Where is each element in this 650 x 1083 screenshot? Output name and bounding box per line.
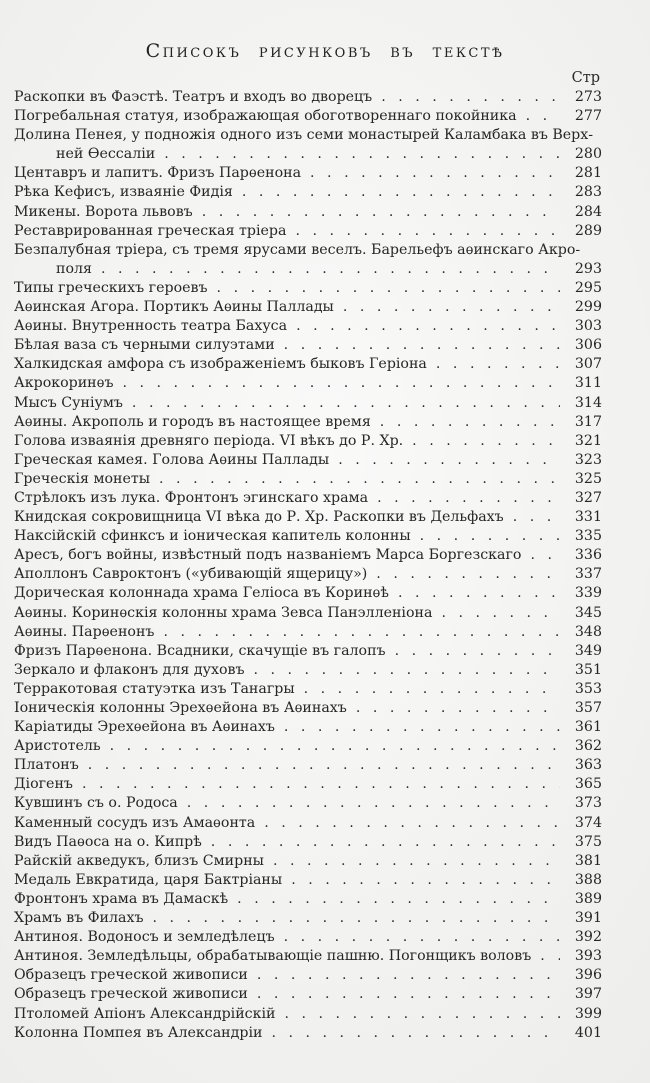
dot-leader — [284, 929, 560, 948]
dot-leader — [513, 509, 560, 528]
dot-leader — [110, 738, 560, 757]
toc-entry-text: Рѣка Кефисъ, изваяніе Фидія — [14, 184, 233, 201]
toc-entry-line — [14, 585, 602, 604]
toc-entry-wrap-line: Безпалубная тріера, съ тремя ярусами веселъ. Барельефъ аѳинскаго Акро- — [14, 241, 581, 258]
toc-entry-page-number: 337 — [574, 566, 602, 583]
dot-leader — [237, 891, 560, 910]
toc-entry — [14, 643, 602, 662]
toc-entry-line — [14, 89, 602, 108]
dot-leader — [88, 757, 560, 776]
toc-entry-text: Медаль Евкратида, царя Бактріаны — [14, 871, 283, 888]
toc-entry-text: Дорическая колоннада храма Геліоса въ Коринѳѣ — [14, 585, 389, 602]
toc-entry-line — [14, 910, 602, 929]
toc-entry-page-number: 339 — [574, 585, 602, 602]
toc-entry-text: Книдская сокровищница VI вѣка до Р. Хр. Раскопки въ Дельфахъ — [14, 509, 504, 526]
toc-entry-line — [14, 184, 602, 203]
toc-entry-wrap-container — [14, 242, 602, 261]
dot-leader — [441, 605, 560, 624]
toc-entry-text: Птоломей Апіонъ Александрійскій — [14, 1005, 276, 1022]
toc-entry — [14, 471, 602, 490]
toc-entry-text: поля — [56, 260, 92, 277]
toc-entry-text: Греческая камея. Голова Аѳины Паллады — [14, 451, 330, 468]
toc-entry — [14, 853, 602, 872]
toc-entry — [14, 547, 602, 566]
dot-leader — [376, 566, 560, 585]
toc-entry — [14, 757, 602, 776]
toc-entry-text: Микены. Ворота львовъ — [14, 203, 193, 220]
toc-entry-line — [14, 280, 602, 299]
toc-entry-text: Типы греческихъ героевъ — [14, 279, 208, 296]
toc-entry-line — [14, 719, 602, 738]
toc-entry — [14, 108, 602, 127]
toc-entry — [14, 356, 602, 375]
toc-entry-line — [14, 929, 602, 948]
toc-entry — [14, 929, 602, 948]
toc-entry-page-number: 280 — [574, 146, 602, 163]
toc-entry-line — [14, 452, 602, 471]
toc-entry-page-number: 362 — [574, 738, 602, 755]
dot-leader — [187, 795, 560, 814]
toc-entry — [14, 624, 602, 643]
toc-entry-page-number: 317 — [574, 413, 602, 430]
toc-entry — [14, 414, 602, 433]
toc-entry — [14, 242, 602, 280]
toc-entry-text: Аѳины. Коринѳскія колонны храма Зевса Панэлленіона — [14, 604, 433, 621]
toc-entry — [14, 891, 602, 910]
dot-leader — [526, 108, 560, 127]
dot-leader — [163, 624, 560, 643]
toc-entry-text: Реставрированная греческая тріера — [14, 222, 287, 239]
dot-leader — [380, 414, 560, 433]
toc-entry — [14, 89, 602, 108]
toc-entry-page-number: 281 — [574, 165, 602, 182]
toc-entry-page-number: 327 — [574, 489, 602, 506]
toc-entry-page-number: 397 — [574, 986, 602, 1003]
toc-entry-line — [14, 815, 602, 834]
dot-leader — [540, 948, 560, 967]
toc-entry-text: Зеркало и флаконъ для духовъ — [14, 661, 245, 678]
dot-leader — [291, 872, 560, 891]
toc-entry-page-number: 373 — [574, 795, 602, 812]
dot-leader — [152, 910, 560, 929]
toc-entry — [14, 910, 602, 929]
toc-entry-page-number: 283 — [574, 184, 602, 201]
toc-entry-line — [14, 299, 602, 318]
toc-entry-text: Халкидская амфора съ изображеніемъ быковъ Геріона — [14, 356, 427, 373]
toc-entry-page-number: 277 — [574, 108, 602, 125]
toc-entry — [14, 452, 602, 471]
toc-entry-page-number: 353 — [574, 680, 602, 697]
toc-entry-text: Мысъ Суніумъ — [14, 394, 123, 411]
toc-entry-page-number: 299 — [574, 299, 602, 316]
dot-leader — [159, 471, 560, 490]
toc-entry-line — [14, 1006, 602, 1025]
toc-entry-line — [14, 986, 602, 1005]
dot-leader — [343, 299, 560, 318]
toc-entry-page-number: 314 — [574, 394, 602, 411]
toc-entry-text: Греческія монеты — [14, 470, 151, 487]
dot-leader — [530, 547, 560, 566]
toc-entry-page-number: 401 — [574, 1024, 602, 1041]
toc-entry-line — [14, 891, 602, 910]
toc-entry — [14, 395, 602, 414]
toc-entry-page-number: 293 — [574, 260, 602, 277]
toc-entry-page-number: 303 — [574, 318, 602, 335]
dot-leader — [284, 337, 560, 356]
toc-entry — [14, 127, 602, 165]
toc-entry-page-number: 323 — [574, 451, 602, 468]
toc-entry — [14, 509, 602, 528]
dot-leader — [211, 834, 560, 853]
toc-entry-line — [14, 624, 602, 643]
toc-entry-page-number: 396 — [574, 967, 602, 984]
page-title: Списокъ рисунковъ въ текстѣ — [145, 40, 505, 62]
toc-list — [0, 89, 650, 1044]
dot-leader — [123, 375, 561, 394]
toc-entry-line — [14, 223, 602, 242]
dot-leader — [284, 719, 560, 738]
toc-entry — [14, 1006, 602, 1025]
toc-entry-line — [14, 547, 602, 566]
toc-entry-text: Аѳины. Парѳенонъ — [14, 623, 155, 640]
toc-entry-line — [14, 165, 602, 184]
dot-leader — [254, 662, 561, 681]
toc-entry-text: Терракотовая статуэтка изъ Танагры — [14, 680, 295, 697]
toc-entry-page-number: 388 — [574, 871, 602, 888]
toc-entry-text: Аполлонъ Савроктонъ («убивающій ящерицу») — [14, 566, 368, 583]
toc-entry-line — [14, 700, 602, 719]
dot-leader — [338, 452, 560, 471]
dot-leader — [395, 643, 560, 662]
dot-leader — [217, 280, 560, 299]
dot-leader — [285, 1006, 561, 1025]
toc-entry-page-number: 321 — [574, 432, 602, 449]
toc-entry-text: Наксійскій сфинксъ и іоническая капитель колонны — [14, 528, 411, 545]
toc-entry-page-number: 289 — [574, 222, 602, 239]
toc-entry-text: Антиноя. Земледѣльцы, обрабатывающіе пашню. Погонщикъ воловъ — [14, 948, 532, 965]
toc-entry-wrap-line: Долина Пенея, у подножія одного изъ семи монастырей Каламбака въ Верх- — [14, 127, 594, 144]
toc-entry-page-number: 389 — [574, 890, 602, 907]
toc-entry-text: Райскій акведукъ, близъ Смирны — [14, 852, 264, 869]
toc-entry-page-number: 374 — [574, 814, 602, 831]
toc-entry — [14, 318, 602, 337]
toc-entry — [14, 872, 602, 891]
toc-entry-line — [14, 757, 602, 776]
toc-entry-line — [14, 433, 602, 452]
dot-leader — [398, 585, 560, 604]
toc-entry-page-number: 363 — [574, 757, 602, 774]
toc-entry-line — [14, 375, 602, 394]
dot-leader — [377, 490, 560, 509]
toc-entry-line — [14, 853, 602, 872]
toc-entry — [14, 776, 602, 795]
toc-entry-line — [14, 528, 602, 547]
dot-leader — [295, 223, 560, 242]
toc-entry-line — [14, 776, 602, 795]
toc-entry-line — [14, 605, 602, 624]
dot-leader — [381, 89, 560, 108]
toc-entry-line — [14, 471, 602, 490]
toc-entry-page-number: 325 — [574, 470, 602, 487]
toc-entry — [14, 795, 602, 814]
toc-entry — [14, 337, 602, 356]
toc-entry-line — [14, 414, 602, 433]
toc-entry-page-number: 311 — [574, 375, 602, 392]
toc-entry-line — [14, 1025, 602, 1044]
toc-entry-text: Каменный сосудъ изъ Амаѳонта — [14, 814, 256, 831]
toc-entry-page-number: 349 — [574, 642, 602, 659]
toc-entry — [14, 1025, 602, 1044]
toc-entry — [14, 948, 602, 967]
toc-entry-line — [14, 662, 602, 681]
toc-entry — [14, 223, 602, 242]
dot-leader — [257, 986, 560, 1005]
toc-entry-page-number: 331 — [574, 509, 602, 526]
toc-entry-text: Бѣлая ваза съ черными силуэтами — [14, 337, 275, 354]
toc-entry-page-number: 335 — [574, 528, 602, 545]
dot-leader — [202, 204, 560, 223]
toc-entry-text: Раскопки въ Фаэстѣ. Театръ и входъ во дворецъ — [14, 89, 373, 105]
toc-entry-text: Аристотель — [14, 738, 101, 755]
toc-entry-text: Образецъ греческой живописи — [14, 967, 248, 984]
toc-entry-line — [14, 738, 602, 757]
toc-entry-line — [14, 337, 602, 356]
toc-entry-line — [14, 318, 602, 337]
toc-entry-page-number: 375 — [574, 833, 602, 850]
toc-entry-text: Аѳины. Внутренность театра Бахуса — [14, 318, 288, 335]
toc-entry — [14, 700, 602, 719]
page-column-header: Стр — [571, 70, 600, 86]
toc-entry-text: Іоническія колонны Эрехѳейона въ Аѳинахъ — [14, 700, 347, 716]
toc-entry — [14, 834, 602, 853]
toc-entry — [14, 738, 602, 757]
toc-entry-line — [14, 146, 602, 165]
toc-entry-line — [14, 490, 602, 509]
toc-entry-line — [14, 948, 602, 967]
toc-entry-text: Храмъ въ Филахъ — [14, 910, 144, 927]
dot-leader — [436, 356, 560, 375]
toc-entry-text: Образецъ греческой живописи — [14, 986, 248, 1003]
toc-entry-line — [14, 967, 602, 986]
toc-entry-line — [14, 108, 602, 127]
toc-entry-text: ней Ѳессаліи — [56, 146, 156, 163]
toc-entry-text: Аресъ, богъ войны, извѣстный подъ названіемъ Марса Боргезскаго — [14, 547, 522, 564]
toc-entry-text: Фризъ Парѳенона. Всадники, скачущіе въ галопъ — [14, 642, 386, 659]
toc-entry-line — [14, 834, 602, 853]
toc-entry — [14, 967, 602, 986]
toc-entry — [14, 299, 602, 318]
toc-entry-text: Каріатиды Эрехѳейона въ Аѳинахъ — [14, 719, 275, 736]
dot-leader — [257, 967, 560, 986]
toc-entry-page-number: 365 — [574, 776, 602, 793]
toc-entry-page-number: 361 — [574, 719, 602, 736]
toc-entry-text: Погребальная статуя, изображающая обоготвореннаго покойника — [14, 108, 517, 125]
toc-entry-line — [14, 356, 602, 375]
toc-entry-text: Аѳины. Акрополь и городъ въ настоящее время — [14, 413, 371, 430]
toc-entry-text: Акрокоринѳъ — [14, 375, 114, 392]
toc-entry-text: Антиноя. Водоносъ и земледѣлецъ — [14, 929, 275, 946]
toc-entry-page-number: 306 — [574, 337, 602, 354]
dot-leader — [264, 815, 560, 834]
dot-leader — [412, 433, 560, 452]
dot-leader — [271, 1025, 560, 1044]
toc-entry-text: Кувшинъ съ о. Родоса — [14, 795, 178, 812]
toc-entry-line — [14, 509, 602, 528]
toc-entry — [14, 585, 602, 604]
toc-entry-line — [14, 872, 602, 891]
toc-entry-text: Стрѣлокъ изъ лука. Фронтонъ эгинскаго храма — [14, 489, 369, 506]
dot-leader — [242, 184, 560, 203]
dot-leader — [132, 395, 560, 414]
dot-leader — [82, 776, 560, 795]
toc-entry — [14, 490, 602, 509]
toc-entry-text: Центавръ и лапитъ. Фризъ Парѳенона — [14, 165, 302, 182]
toc-entry-line — [14, 395, 602, 414]
dot-leader — [420, 528, 560, 547]
dot-leader — [356, 700, 560, 719]
dot-leader — [273, 853, 560, 872]
toc-entry-text: Колонна Помпея въ Александріи — [14, 1024, 263, 1041]
dot-leader — [101, 261, 560, 280]
toc-entry — [14, 375, 602, 394]
toc-entry-page-number: 348 — [574, 623, 602, 640]
toc-entry-page-number: 345 — [574, 604, 602, 621]
toc-entry — [14, 566, 602, 585]
toc-entry-page-number: 391 — [574, 910, 602, 927]
toc-entry — [14, 815, 602, 834]
toc-entry-page-number: 273 — [574, 89, 602, 105]
toc-entry-page-number: 393 — [574, 948, 602, 965]
toc-entry — [14, 681, 602, 700]
toc-entry — [14, 433, 602, 452]
toc-entry-line — [14, 204, 602, 223]
toc-entry-page-number: 392 — [574, 929, 602, 946]
toc-entry-wrap-container — [14, 127, 602, 146]
toc-entry-line — [14, 643, 602, 662]
dot-leader — [296, 318, 560, 337]
toc-entry-page-number: 381 — [574, 852, 602, 869]
toc-entry-text: Видъ Паѳоса на о. Кипрѣ — [14, 833, 202, 850]
toc-entry-line — [14, 261, 602, 280]
toc-entry — [14, 986, 602, 1005]
toc-entry-page-number: 307 — [574, 356, 602, 373]
toc-entry — [14, 719, 602, 738]
toc-entry-text: Діогенъ — [14, 776, 73, 793]
toc-entry-page-number: 351 — [574, 661, 602, 678]
toc-entry — [14, 165, 602, 184]
toc-entry-text: Голова изваянія древняго періода. VI вѣкъ до Р. Хр. — [14, 432, 404, 449]
toc-entry-page-number: 295 — [574, 279, 602, 296]
toc-entry — [14, 662, 602, 681]
toc-entry-line — [14, 795, 602, 814]
dot-leader — [164, 146, 560, 165]
toc-entry-page-number: 336 — [574, 547, 602, 564]
toc-entry — [14, 528, 602, 547]
toc-entry — [14, 204, 602, 223]
toc-entry — [14, 184, 602, 203]
toc-entry-page-number: 399 — [574, 1005, 602, 1022]
toc-entry-text: Аѳинская Агора. Портикъ Аѳины Паллады — [14, 299, 334, 316]
toc-entry-line — [14, 566, 602, 585]
toc-entry — [14, 280, 602, 299]
toc-entry-page-number: 357 — [574, 700, 602, 716]
toc-entry-line — [14, 681, 602, 700]
toc-entry-text: Фронтонъ храма въ Дамаскѣ — [14, 890, 229, 907]
dot-leader — [304, 681, 560, 700]
toc-entry-page-number: 284 — [574, 203, 602, 220]
toc-entry — [14, 605, 602, 624]
toc-entry-text: Платонъ — [14, 757, 79, 774]
dot-leader — [310, 165, 560, 184]
